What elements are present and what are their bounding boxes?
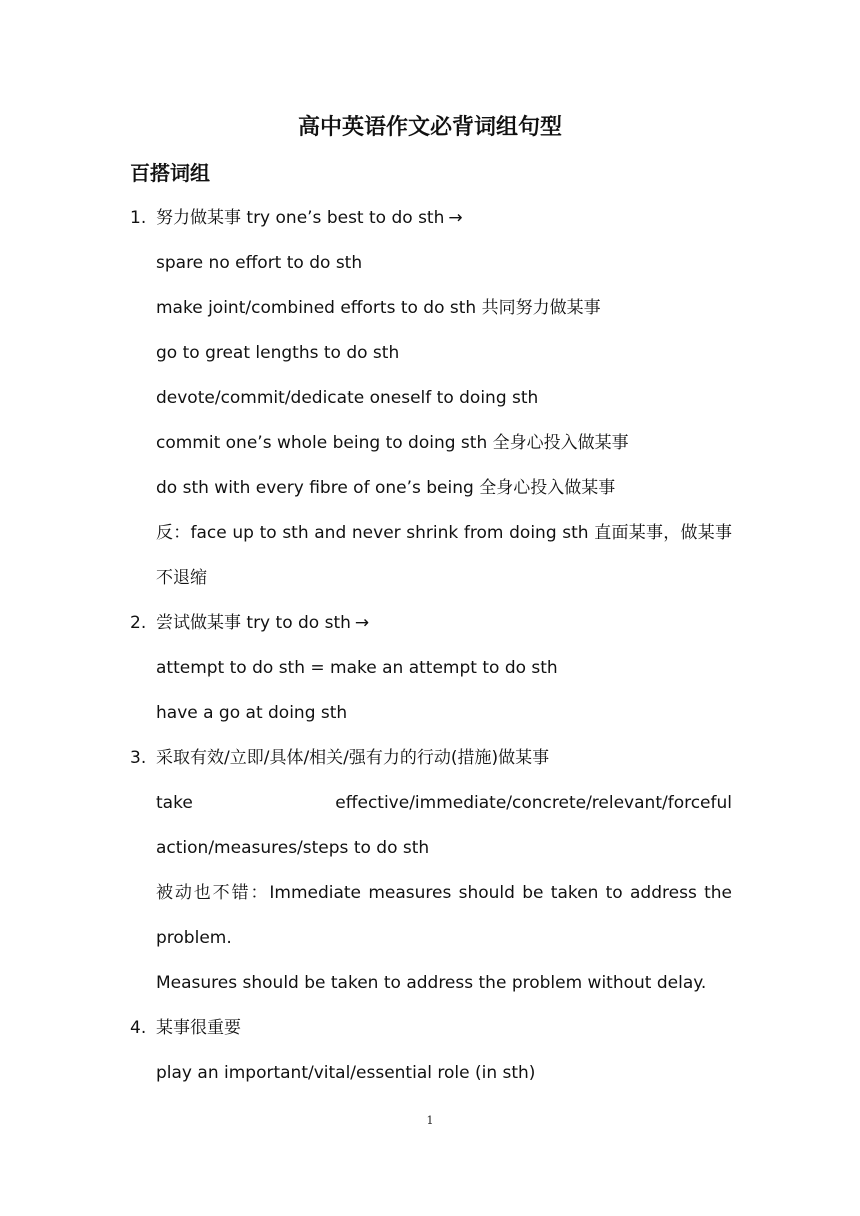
item-heading-text: 努力做某事 try one’s best to do sth (156, 208, 445, 228)
phrase-line: 被动也不错：Immediate measures should be taken to address the (156, 883, 732, 903)
item-number: 4. (130, 1018, 147, 1038)
phrase-line: do sth with every fibre of one’s being 全身心投入做某事 (156, 478, 616, 498)
phrase-line: problem. (156, 928, 232, 948)
section-title: 百搭词组 (130, 161, 210, 185)
phrase-line: take effective/immediate/concrete/relevant/forceful (156, 793, 732, 813)
item-number: 2. (130, 613, 147, 633)
phrase-line: action/measures/steps to do sth (156, 838, 430, 858)
phrase-line: spare no effort to do sth (156, 253, 363, 273)
arrow-right-icon: → (354, 613, 370, 633)
phrase-line: devote/commit/dedicate oneself to doing sth (156, 388, 539, 408)
item-heading: 某事很重要 (156, 1018, 241, 1038)
phrase-line: commit one’s whole being to doing sth 全身心投入做某事 (156, 433, 629, 453)
phrase-line: attempt to do sth = make an attempt to do sth (156, 658, 558, 678)
phrase-line: play an important/vital/essential role (in sth) (156, 1063, 536, 1083)
phrase-line: 反：face up to sth and never shrink from doing sth 直面某事，做某事 (156, 523, 732, 543)
item-heading (156, 206, 732, 230)
document-title: 高中英语作文必背词组句型 (297, 115, 562, 140)
item-heading: 采取有效/立即/具体/相关/强有力的行动(措施)做某事 (156, 748, 550, 768)
page-number: 1 (426, 1114, 434, 1127)
item-number: 1. (130, 208, 147, 228)
phrase-line: have a go at doing sth (156, 703, 348, 723)
item-heading-text: 尝试做某事 try to do sth (156, 613, 351, 633)
phrase-line: make joint/combined efforts to do sth 共同努力做某事 (156, 298, 601, 318)
item-number: 3. (130, 748, 147, 768)
phrase-line: go to great lengths to do sth (156, 343, 400, 363)
arrow-right-icon: → (448, 208, 463, 228)
phrase-line: Measures should be taken to address the problem without delay. (156, 973, 707, 993)
phrase-line: 不退缩 (156, 568, 207, 588)
item-heading (156, 611, 732, 635)
